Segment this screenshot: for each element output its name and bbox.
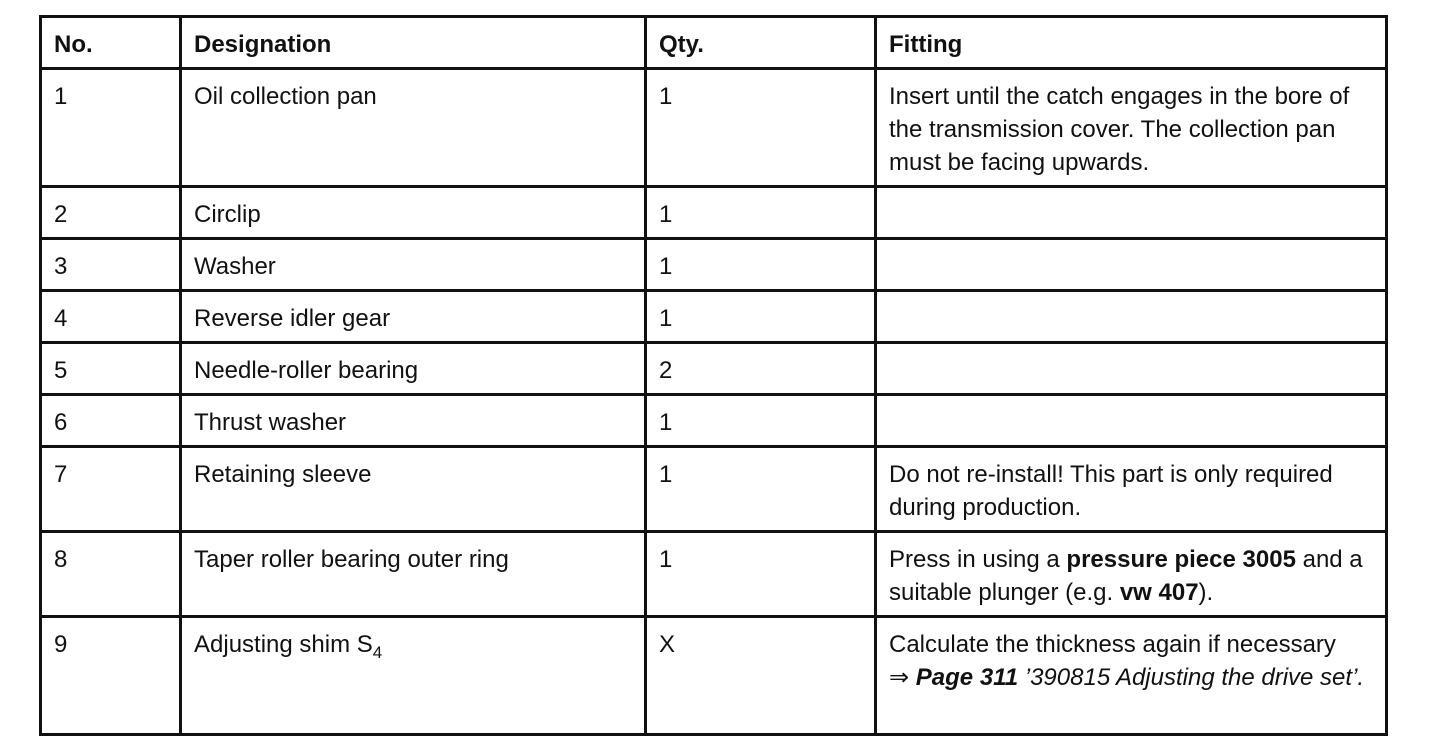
- cell-fitting: [876, 617, 1387, 735]
- designation-subscript: 4: [372, 643, 383, 662]
- fitting-text: ).: [1198, 579, 1214, 606]
- cell-qty: 1: [646, 532, 876, 617]
- parts-table: [39, 15, 1388, 736]
- cell-fitting: Do not re-install! This part is only required during production.: [876, 447, 1387, 532]
- table-row: [41, 447, 1387, 532]
- arrow-icon: ⇒: [889, 664, 910, 691]
- cell-no: 5: [41, 343, 181, 395]
- cell-qty: 1: [646, 395, 876, 447]
- header-qty: Qty.: [646, 17, 876, 69]
- table-row: [41, 239, 1387, 291]
- cell-no: 2: [41, 187, 181, 239]
- cell-qty: 1: [646, 69, 876, 187]
- cell-qty: 2: [646, 343, 876, 395]
- cell-designation: Taper roller bearing outer ring: [181, 532, 646, 617]
- cell-designation: Thrust washer: [181, 395, 646, 447]
- cell-qty: X: [646, 617, 876, 735]
- header-no: No.: [41, 17, 181, 69]
- cell-fitting: [876, 395, 1387, 447]
- cell-designation: Reverse idler gear: [181, 291, 646, 343]
- fitting-text: Calculate the thickness again if necessary: [889, 631, 1336, 658]
- cell-qty: 1: [646, 187, 876, 239]
- cell-designation: [181, 617, 646, 735]
- cell-designation: Oil collection pan: [181, 69, 646, 187]
- table-row: [41, 343, 1387, 395]
- table-row: [41, 395, 1387, 447]
- cell-designation: Needle-roller bearing: [181, 343, 646, 395]
- cell-no: 7: [41, 447, 181, 532]
- cell-no: 8: [41, 532, 181, 617]
- cell-designation: Circlip: [181, 187, 646, 239]
- table-row: [41, 187, 1387, 239]
- designation-text: Adjusting shim S: [194, 631, 373, 658]
- cell-fitting: [876, 343, 1387, 395]
- section-reference: ’390815 Adjusting the drive set’.: [1018, 664, 1365, 691]
- fitting-text: Press in using a: [889, 546, 1067, 573]
- cell-qty: 1: [646, 447, 876, 532]
- tool-name-plunger: vw 407: [1119, 579, 1199, 606]
- cell-qty: 1: [646, 291, 876, 343]
- table-row: [41, 291, 1387, 343]
- cell-fitting: [876, 187, 1387, 239]
- cell-no: 9: [41, 617, 181, 735]
- cell-designation: Washer: [181, 239, 646, 291]
- cell-no: 4: [41, 291, 181, 343]
- cell-designation: Retaining sleeve: [181, 447, 646, 532]
- cell-fitting: [876, 239, 1387, 291]
- tool-name-pressure-piece: pressure piece 3005: [1066, 546, 1296, 573]
- table-header-row: [41, 17, 1387, 69]
- table-row: [41, 69, 1387, 187]
- header-designation: Designation: [181, 17, 646, 69]
- page-reference-link[interactable]: Page 311: [915, 664, 1019, 691]
- fitting-text: and a suitable plunger (e.g.: [889, 546, 1363, 606]
- cell-fitting: [876, 532, 1387, 617]
- table-row: [41, 532, 1387, 617]
- cell-qty: 1: [646, 239, 876, 291]
- cell-no: 1: [41, 69, 181, 187]
- table-row: [41, 617, 1387, 735]
- header-fitting: Fitting: [876, 17, 1387, 69]
- cell-no: 6: [41, 395, 181, 447]
- cell-no: 3: [41, 239, 181, 291]
- cell-fitting: [876, 291, 1387, 343]
- cell-fitting: Insert until the catch engages in the bore of the transmission cover. The collection pan must be facing upwards.: [876, 69, 1387, 187]
